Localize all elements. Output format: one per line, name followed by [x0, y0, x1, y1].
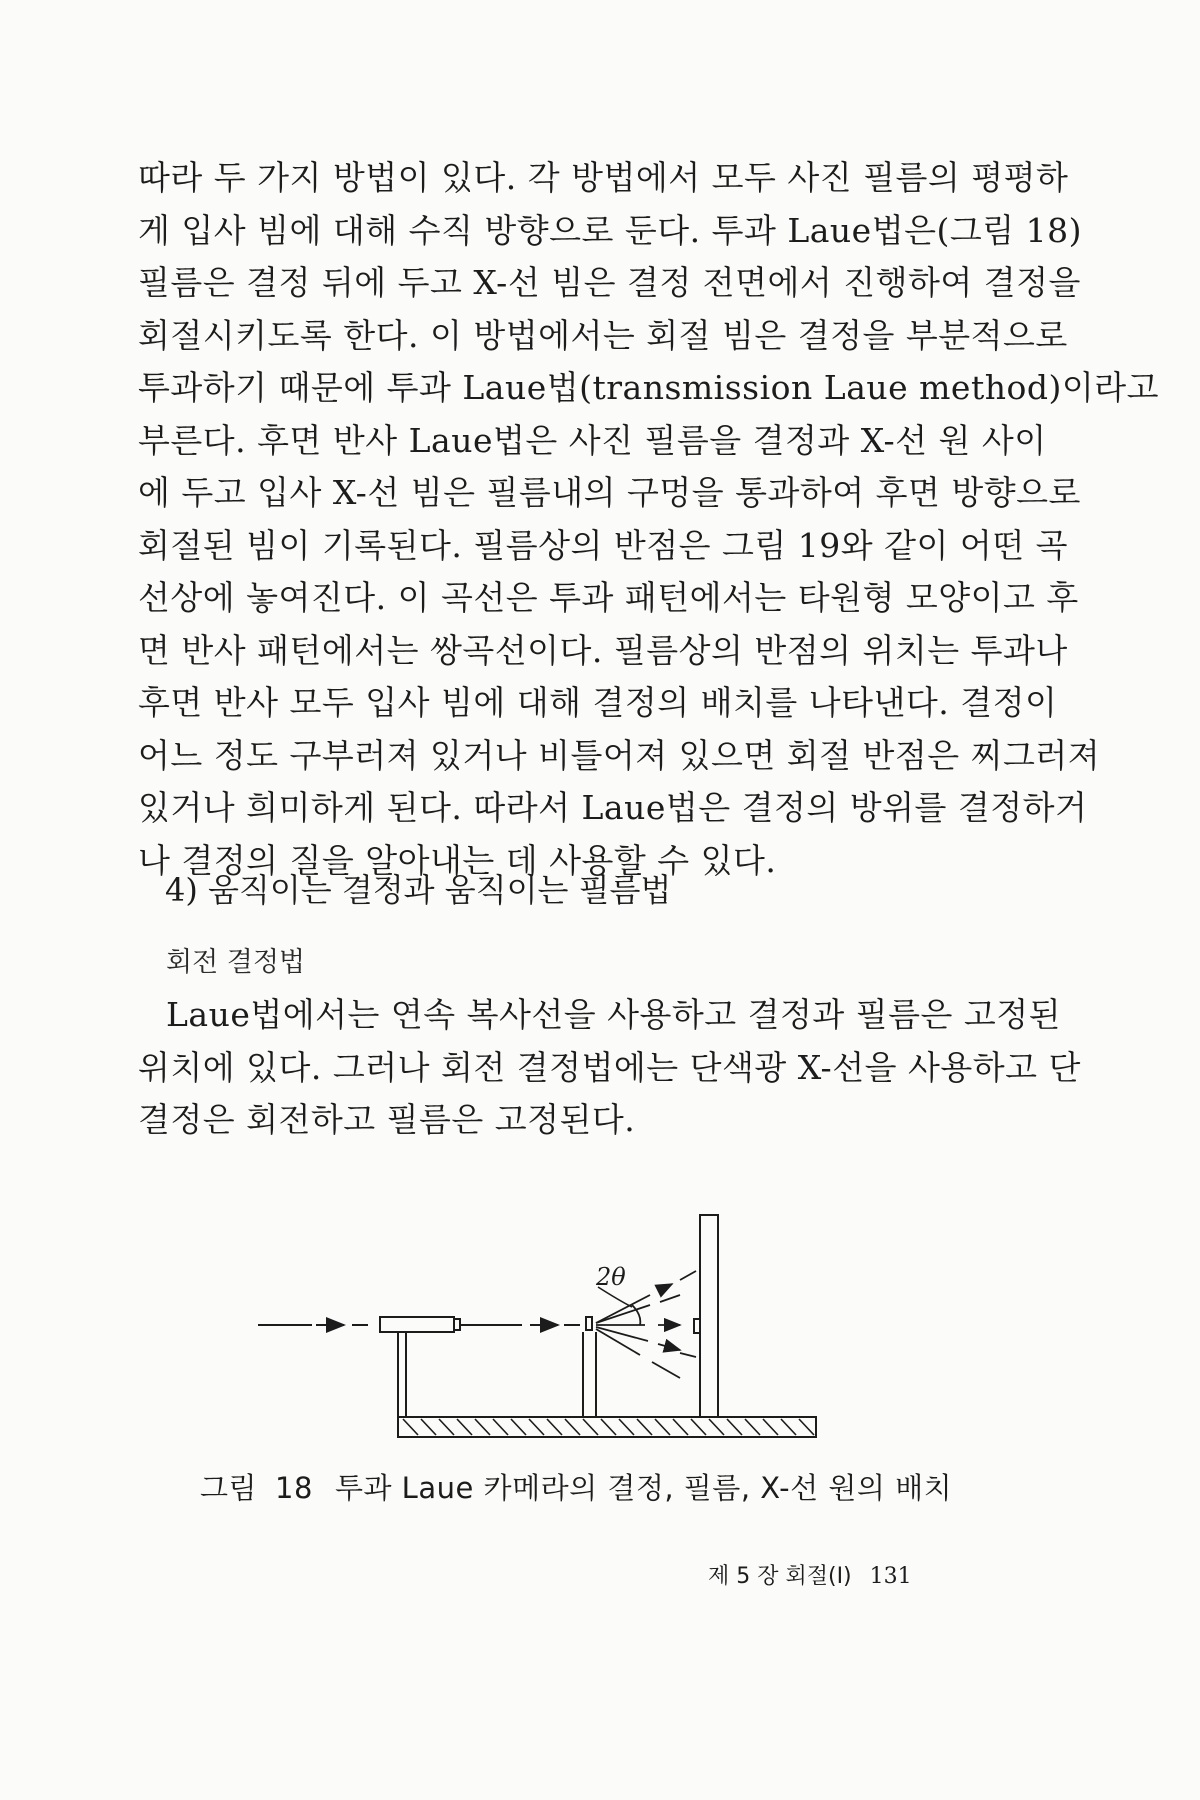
- crystal-holder: [583, 1317, 596, 1417]
- text-line: 어느 정도 구부러져 있거나 비틀어져 있으면 회절 반점은 찌그러져: [138, 735, 1101, 775]
- text-line: 후면 반사 모두 입사 빔에 대해 결정의 배치를 나타낸다. 결정이: [138, 683, 1058, 722]
- section-heading: 4) 움직이는 결정과 움직이는 필름법: [165, 871, 672, 909]
- text-line: 있거나 희미하게 된다. 따라서 Laue법은 결정의 방위를 결정하거: [138, 788, 1088, 827]
- text-line: 나 결정의 질을 알아내는 데 사용할 수 있다.: [138, 840, 777, 880]
- text-line: 위치에 있다. 그러나 회전 결정법에는 단색광 X-선을 사용하고 단: [138, 1047, 1081, 1087]
- page-number: 131: [869, 1564, 912, 1589]
- text-line: 면 반사 패턴에서는 쌍곡선이다. 필름상의 반점의 위치는 투과나: [138, 630, 1068, 670]
- caption-label: 그림: [200, 1471, 258, 1505]
- caption-text: 투과 Laue 카메라의 결정, 필름, X-선 원의 배치: [334, 1471, 953, 1505]
- laue-camera-diagram: [240, 1195, 920, 1455]
- text-line: 결정은 회전하고 필름은 고정된다.: [138, 1100, 636, 1139]
- subsection-heading: 회전 결정법: [166, 947, 305, 978]
- page-footer: [708, 1562, 912, 1592]
- text-line: 회절시키도록 한다. 이 방법에서는 회절 빔은 결정을 부분적으로: [138, 315, 1068, 355]
- body-paragraph: [138, 152, 1159, 887]
- text-line: 게 입사 빔에 대해 수직 방향으로 둔다. 투과 Laue법은(그림 18): [138, 210, 1082, 250]
- figure-caption: [200, 1468, 952, 1508]
- base-plate: [398, 1417, 816, 1437]
- caption-number: 18: [275, 1471, 313, 1505]
- text-line: 투과하기 때문에 투과 Laue법(transmission Laue method)이라고: [138, 368, 1159, 407]
- text-line: 부른다. 후면 반사 Laue법은 사진 필름을 결정과 X-선 원 사이: [138, 420, 1047, 460]
- film-plate: [694, 1215, 718, 1417]
- angle-label: 2θ: [596, 1263, 626, 1291]
- text-line: 따라 두 가지 방법이 있다. 각 방법에서 모두 사진 필름의 평평하: [138, 158, 1069, 197]
- text-line: 에 두고 입사 X-선 빔은 필름내의 구멍을 통과하여 후면 방향으로: [138, 473, 1081, 512]
- collimator: [380, 1317, 460, 1417]
- text-line: 선상에 놓여진다. 이 곡선은 투과 패턴에서는 타원형 모양이고 후: [138, 578, 1079, 617]
- text-line: 필름은 결정 뒤에 두고 X-선 빔은 결정 전면에서 진행하여 결정을: [138, 263, 1081, 302]
- text-line: 회절된 빔이 기록된다. 필름상의 반점은 그림 19와 같이 어떤 곡: [138, 525, 1068, 565]
- chapter-label: 제 5 장 회절(Ⅰ): [708, 1564, 852, 1589]
- body-paragraph-2: [138, 988, 1081, 1146]
- text-line: Laue법에서는 연속 복사선을 사용하고 결정과 필름은 고정된: [166, 995, 1062, 1034]
